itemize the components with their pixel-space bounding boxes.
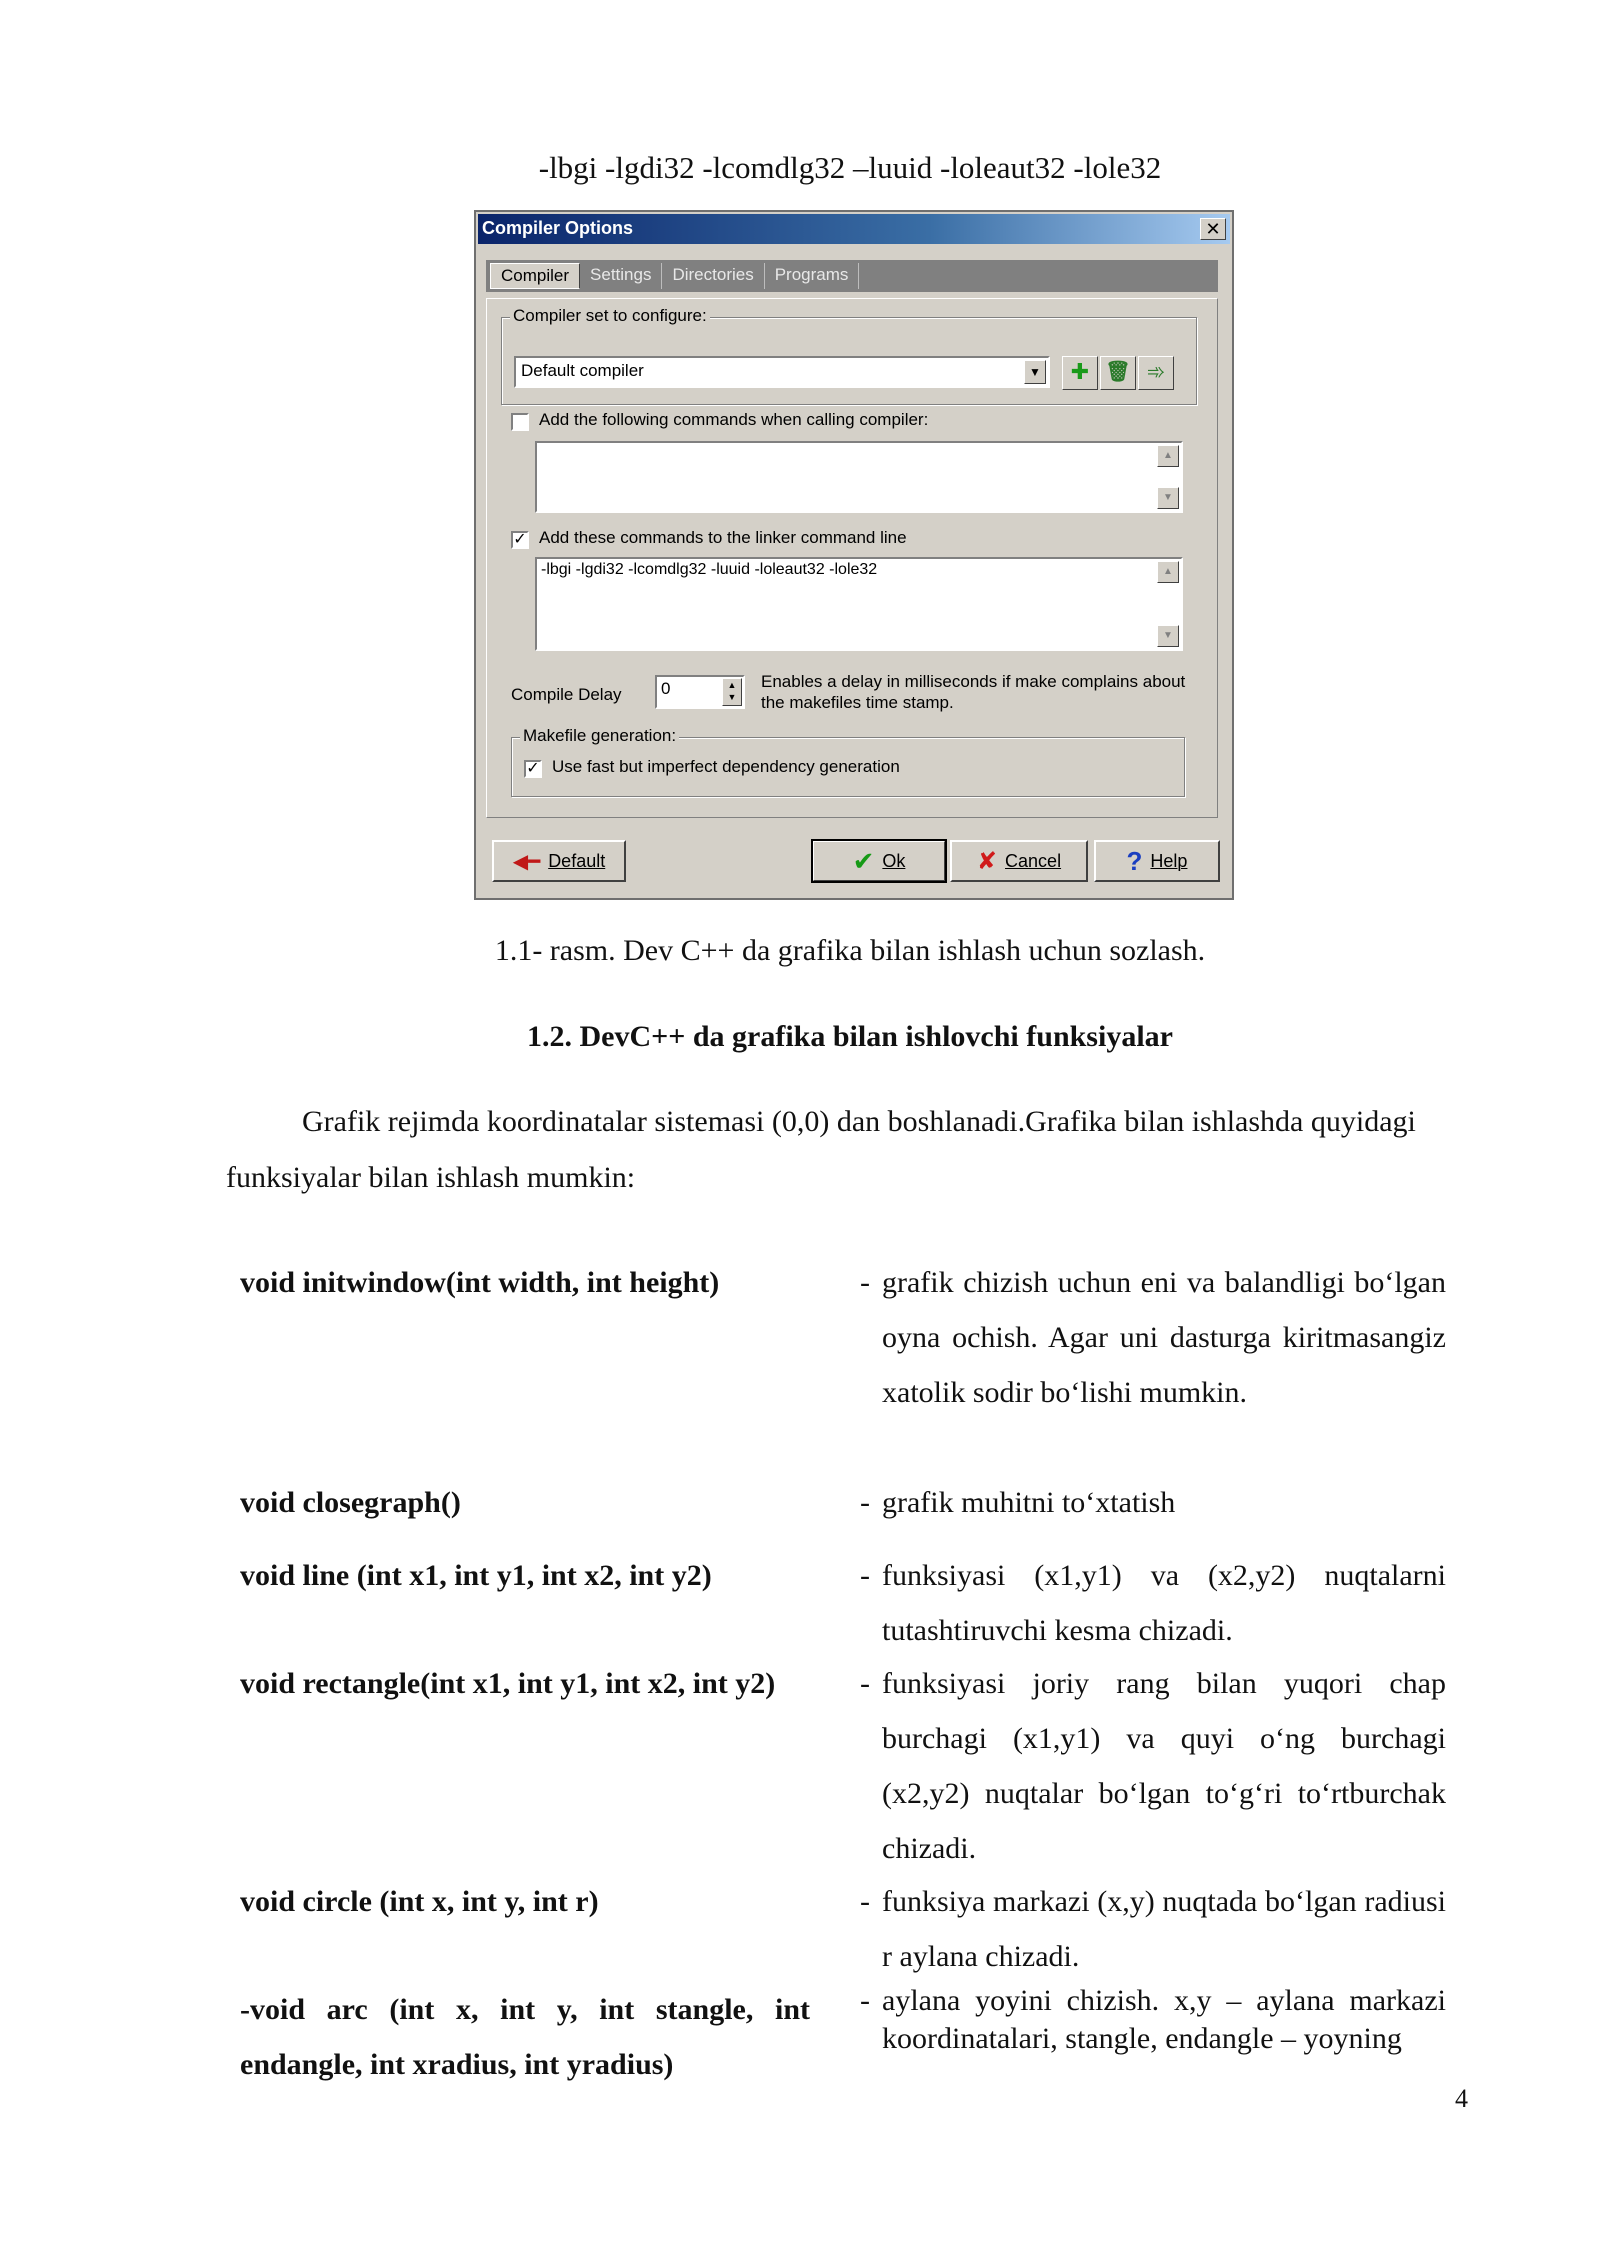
close-button[interactable]: ✕	[1200, 218, 1226, 240]
tab-strip	[486, 260, 1218, 292]
function-description: aylana yoyini chizish. x,y – aylana markazi koordinatalari, stangle, endangle – yoyning	[882, 1984, 1446, 2055]
list-dash: -	[860, 1984, 870, 2017]
function-name: void line (int x1, int y1, int x2, int y2)	[240, 1559, 712, 1592]
function-description: grafik chizish uchun eni va balandligi bo‘lgan oyna ochish. Agar uni dasturga kiritmasangiz xatolik sodir bo‘lishi mumkin.	[882, 1266, 1446, 1409]
ok-button[interactable]	[812, 840, 946, 882]
dialog-title: Compiler Options	[482, 218, 634, 238]
compile-delay-value: 0	[661, 679, 671, 698]
list-dash: -	[860, 1559, 870, 1592]
compiler-commands-checkbox[interactable]	[511, 413, 529, 431]
spin-arrows-icon[interactable]: ▲ ▼	[722, 678, 742, 706]
help-icon: ?	[1126, 845, 1143, 876]
scroll-up-icon[interactable]: ▲	[1157, 445, 1179, 467]
function-description: grafik muhitni to‘xtatish	[882, 1486, 1176, 1519]
list-dash: -	[860, 1486, 870, 1519]
scroll-up-icon[interactable]: ▲	[1157, 561, 1179, 583]
linker-commands-checkbox[interactable]: ✓	[511, 531, 529, 549]
tab-directories[interactable]: Directories	[662, 263, 764, 289]
tab-settings[interactable]: Settings	[580, 263, 662, 289]
section-heading: 1.2. DevC++ da grafika bilan ishlovchi funksiyalar	[527, 1020, 1173, 1053]
checkmark-icon: ✔	[852, 845, 875, 876]
list-dash: -	[860, 1266, 870, 1299]
compiler-set-group	[501, 306, 1197, 405]
rename-icon[interactable]: ➾	[1138, 356, 1174, 390]
scroll-down-icon[interactable]: ▼	[1157, 625, 1179, 647]
linker-commands-label: Add these commands to the linker command line	[539, 528, 907, 547]
page-number: 4	[1455, 2084, 1468, 2113]
function-name: -void arc (int x, int y, int stangle, int endangle, int xradius, int yradius)	[240, 1993, 810, 2081]
compiler-set-label: Compiler set to configure:	[510, 306, 710, 326]
cancel-button[interactable]	[950, 840, 1088, 882]
intro-paragraph: Grafik rejimda koordinatalar sistemasi (0,0) dan boshlanadi.Grafika bilan ishlashda quyidagi funksiyalar bilan ishlash mumkin:	[226, 1105, 1416, 1194]
function-description: funksiyasi joriy rang bilan yuqori chap burchagi (x1,y1) va quyi o‘ng burchagi (x2,y2) nuqtalar bo‘lgan to‘g‘ri to‘rtburchak chizadi.	[882, 1667, 1446, 1865]
makefile-group	[511, 726, 1185, 797]
dialog-titlebar	[478, 214, 1230, 244]
compiler-set-select[interactable]	[514, 356, 1050, 388]
ok-button-label: Ok	[882, 850, 906, 871]
help-button-label: Help	[1150, 850, 1188, 871]
compile-delay-label: Compile Delay	[511, 685, 622, 704]
function-description: funksiyasi (x1,y1) va (x2,y2) nuqtalarni tutashtiruvchi kesma chizadi.	[882, 1559, 1446, 1647]
tab-programs[interactable]: Programs	[765, 263, 860, 289]
compiler-commands-label: Add the following commands when calling compiler:	[539, 410, 929, 429]
compiler-commands-textarea[interactable]	[535, 441, 1183, 513]
function-name: void circle (int x, int y, int r)	[240, 1885, 599, 1918]
tab-compiler[interactable]: Compiler	[490, 263, 580, 289]
default-button-label: Default	[548, 850, 606, 871]
figure-caption: 1.1- rasm. Dev C++ da grafika bilan ishlash uchun sozlash.	[494, 934, 1206, 967]
linker-commands-textarea[interactable]	[535, 557, 1183, 651]
compile-delay-spinner[interactable]	[655, 675, 745, 709]
compile-delay-note: Enables a delay in milliseconds if make complains about the makefiles time stamp.	[761, 672, 1186, 712]
fast-dependency-checkbox[interactable]: ✓	[524, 760, 542, 778]
function-description: funksiya markazi (x,y) nuqtada bo‘lgan radiusi r aylana chizadi.	[882, 1885, 1446, 1973]
add-icon[interactable]: ✚	[1062, 356, 1098, 390]
compiler-options-dialog	[474, 210, 1234, 900]
fast-dependency-label: Use fast but imperfect dependency generation	[552, 757, 900, 776]
list-dash: -	[860, 1885, 870, 1918]
arrow-left-icon: ◀━	[512, 850, 541, 873]
chevron-down-icon[interactable]: ▼	[1024, 360, 1046, 384]
makefile-group-label: Makefile generation:	[520, 726, 679, 746]
scroll-down-icon[interactable]: ▼	[1157, 487, 1179, 509]
linker-commands-value: -lbgi -lgdi32 -lcomdlg32 -luuid -loleaut32 -lole32	[541, 561, 878, 578]
default-button[interactable]	[492, 840, 626, 882]
compiler-tab-panel	[486, 298, 1218, 818]
cancel-x-icon: ✘	[976, 847, 998, 875]
function-name: void closegraph()	[240, 1486, 461, 1519]
help-button[interactable]	[1094, 840, 1220, 882]
linker-flags-line: -lbgi -lgdi32 -lcomdlg32 –luuid -loleaut32 -lole32	[538, 150, 1162, 185]
cancel-button-label: Cancel	[1005, 850, 1062, 871]
function-name: void rectangle(int x1, int y1, int x2, int y2)	[240, 1667, 776, 1700]
delete-icon[interactable]: 🗑	[1100, 356, 1136, 390]
compiler-set-value: Default compiler	[521, 361, 644, 380]
function-name: void initwindow(int width, int height)	[240, 1266, 720, 1299]
list-dash: -	[860, 1667, 870, 1700]
